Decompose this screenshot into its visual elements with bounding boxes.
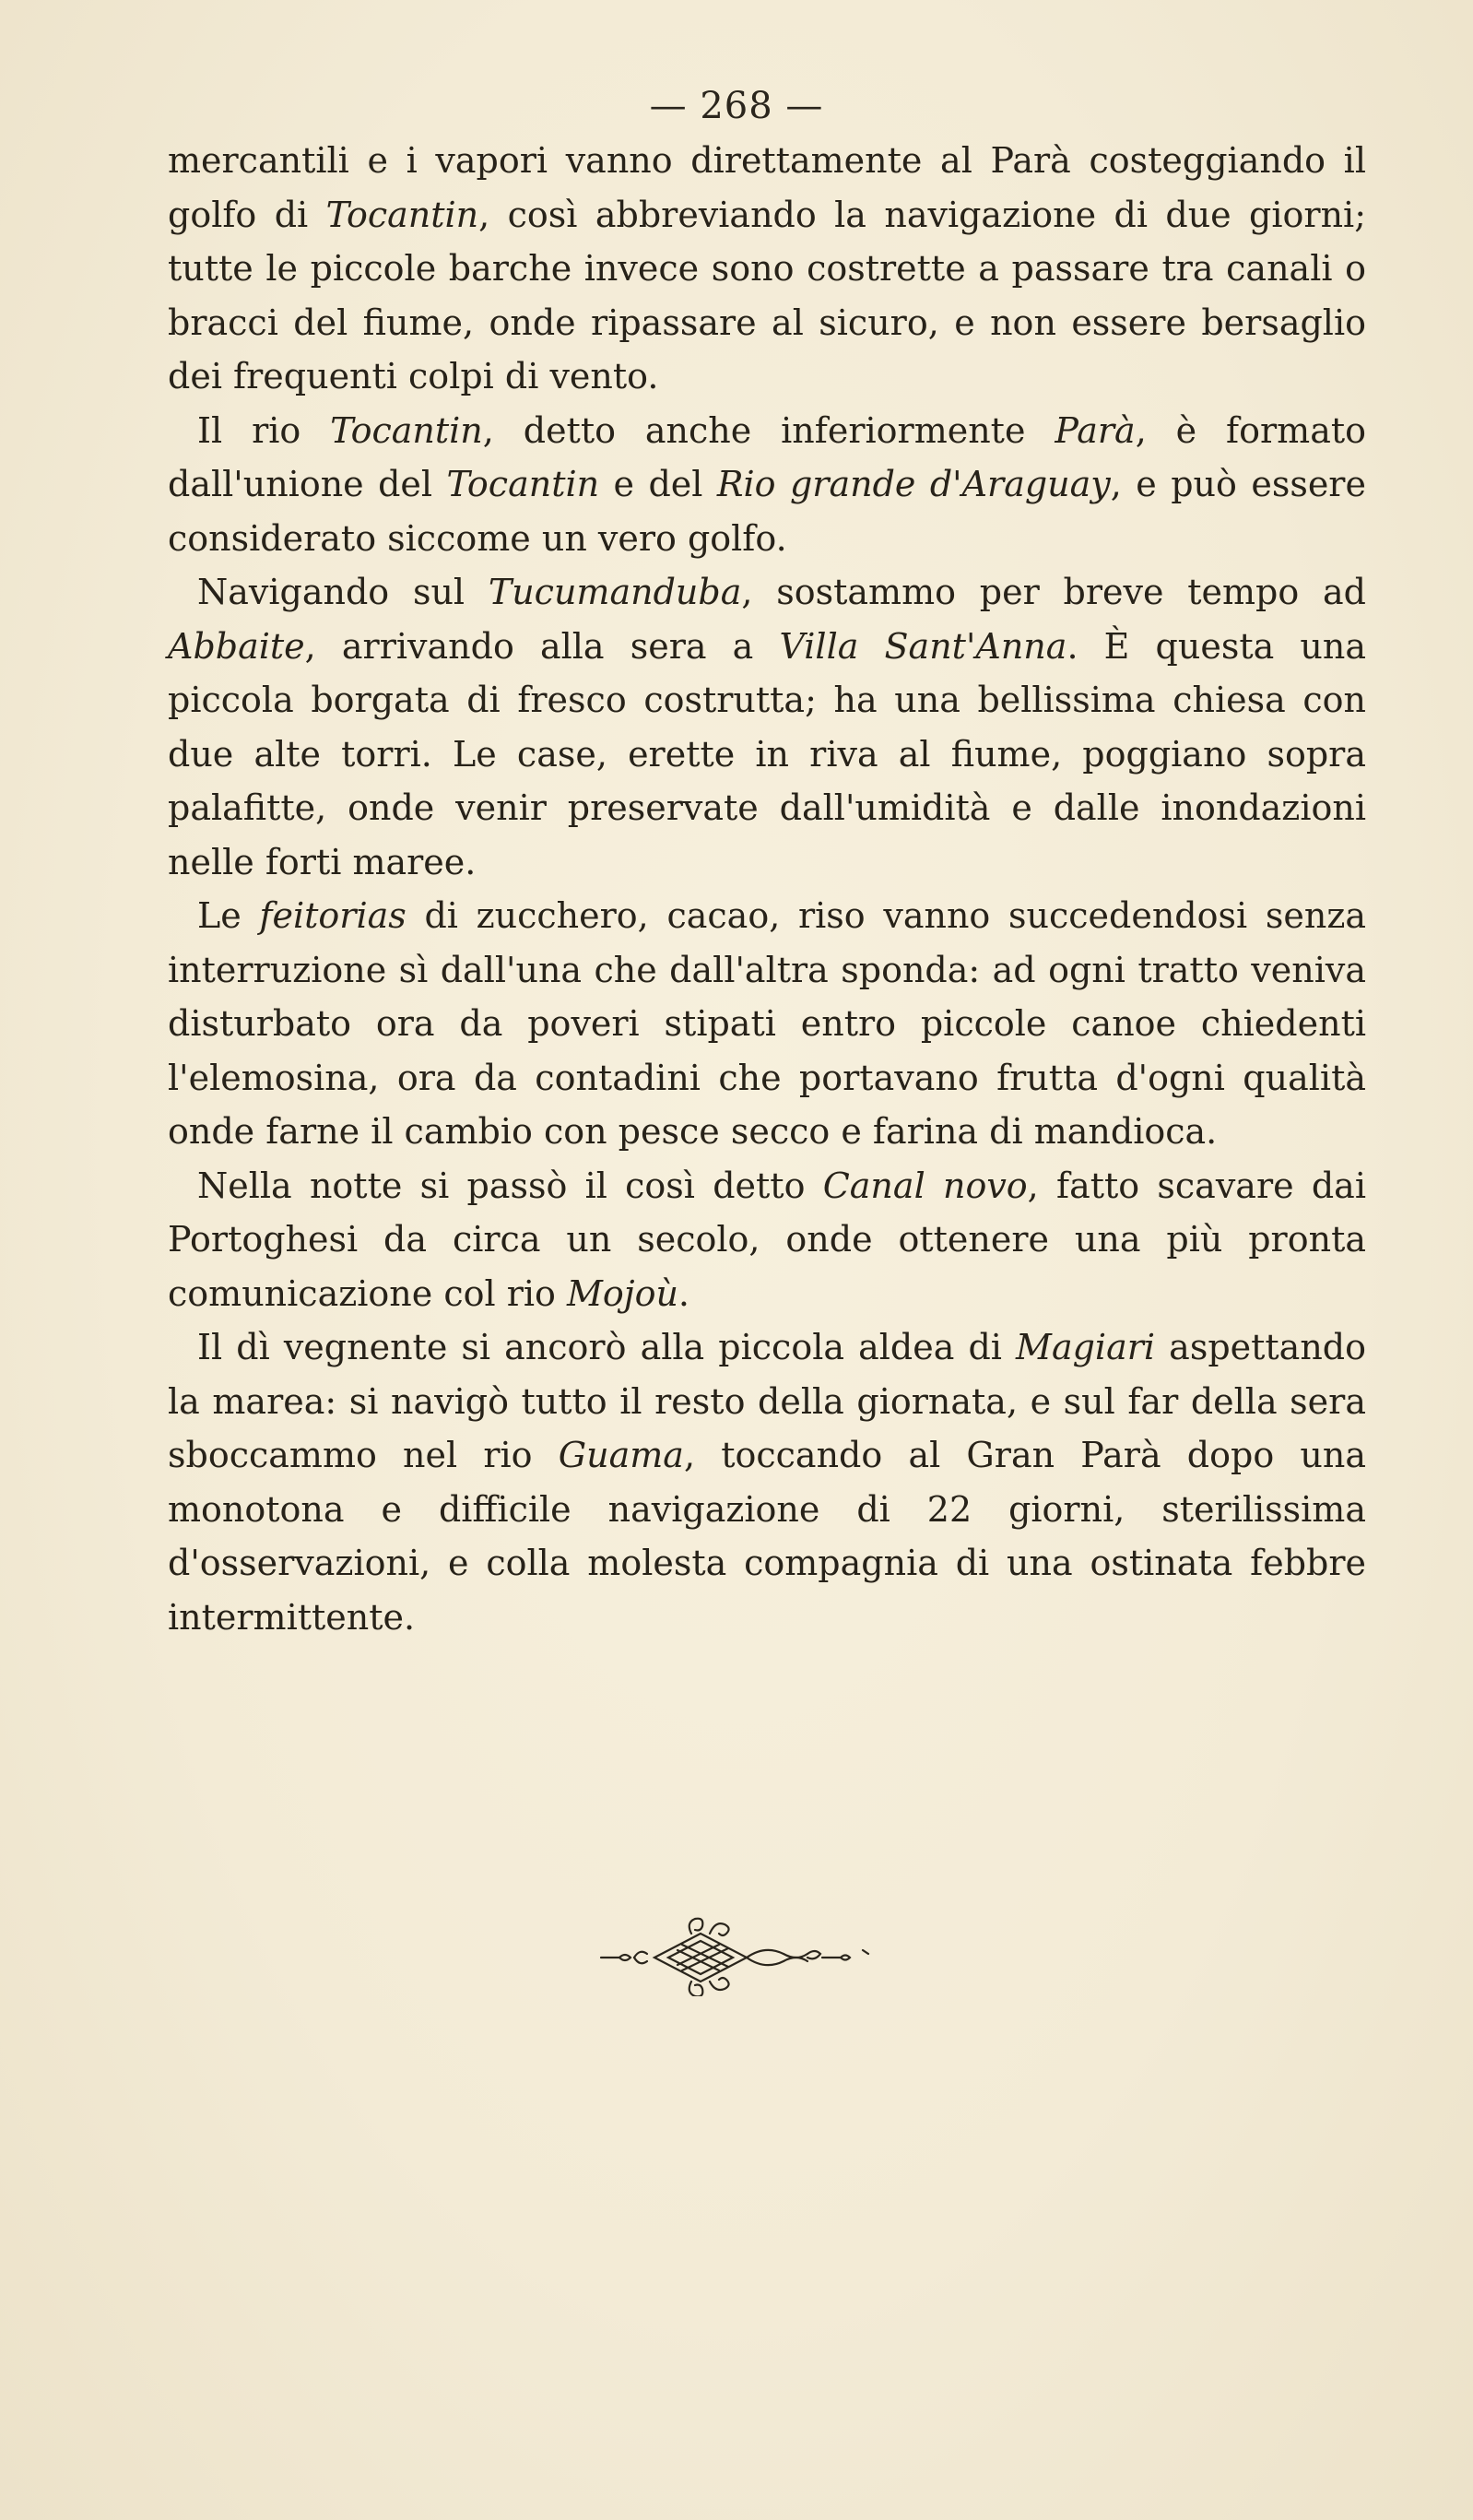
paragraph	[168, 565, 1366, 889]
text-run: .	[678, 1272, 690, 1314]
text-run: aspettando la marea: si navigò tutto il resto della giornata, e sul far della sera sboccammo nel rio	[168, 1327, 1367, 1475]
page-number: — 268 —	[649, 85, 824, 127]
text-run: Il dì vegnente si ancorò alla piccola aldea di	[197, 1327, 1017, 1367]
body-text	[168, 134, 1366, 1644]
text-run: , così abbreviando la navigazione di due giorni; tutte le piccole barche invece sono costrette a passare tra canali o bracci del fiume, onde ripassare al sicuro, e non essere bersaglio dei frequenti colpi di vento.	[168, 194, 1367, 396]
italic-term: Guama	[558, 1435, 684, 1475]
text-run: , è formato dall'unione del	[168, 409, 1366, 504]
decorative-flourish-icon	[590, 1913, 959, 1996]
text-run: , arrivando alla sera a	[304, 625, 780, 667]
italic-term: feitorias	[259, 895, 407, 936]
italic-term: Parà	[1055, 409, 1136, 451]
text-run: Il rio	[197, 409, 331, 451]
text-run: Le	[197, 895, 260, 936]
italic-term: Villa Sant'Anna	[779, 625, 1067, 667]
text-run: , detto anche inferiormente	[482, 409, 1055, 451]
text-run: e del	[599, 464, 717, 504]
text-run: Navigando sul	[197, 572, 489, 612]
italic-term: Rio grande d'Araguay	[716, 464, 1111, 504]
text-run: , sostammo per breve tempo ad	[741, 572, 1366, 612]
text-run: Nella notte si passò il così detto	[197, 1165, 823, 1206]
paragraph	[168, 889, 1366, 1159]
paragraph	[168, 404, 1366, 566]
text-run: , fatto scavare dai Portoghesi da circa un secolo, onde ottenere una più pronta comunicazione col rio	[168, 1165, 1366, 1314]
paragraph	[168, 1320, 1366, 1644]
text-run: . È questa una piccola borgata di fresco costrutta; ha una bellissima chiesa con due alte torri. Le case, erette in riva al fiume, poggiano sopra palafitte, onde venir preservate dall'umidità e dalle inondazioni nelle forti maree.	[168, 625, 1366, 882]
italic-term: Abbaite	[168, 625, 305, 667]
italic-term: Tocantin	[330, 409, 483, 451]
italic-term: Mojoù	[567, 1272, 678, 1314]
text-run: , e può essere considerato siccome un vero golfo.	[168, 464, 1366, 559]
italic-term: Canal novo	[822, 1165, 1028, 1206]
text-run: , toccando al Gran Parà dopo una monotona e difficile navigazione di 22 giorni, sterilissima d'osservazioni, e colla molesta compagnia di una ostinata febbre intermittente.	[168, 1435, 1366, 1638]
paragraph	[168, 134, 1366, 404]
italic-term: Tocantin	[325, 194, 479, 235]
italic-term: Magiari	[1016, 1327, 1156, 1367]
text-run: mercantili e i vapori vanno direttamente al Parà costeggiando il golfo di	[168, 140, 1366, 235]
paragraph	[168, 1159, 1366, 1321]
italic-term: Tucumanduba	[488, 572, 742, 612]
italic-term: Tocantin	[446, 464, 600, 504]
text-run: di zucchero, cacao, riso vanno succedendosi senza interruzione sì dall'una che dall'altra sponda: ad ogni tratto veniva disturbato ora da poveri stipati entro piccole canoe chiedenti l'elemosina, ora da contadini che portavano frutta d'ogni qualità onde farne il cambio con pesce secco e farina di mandioca.	[168, 895, 1366, 1152]
